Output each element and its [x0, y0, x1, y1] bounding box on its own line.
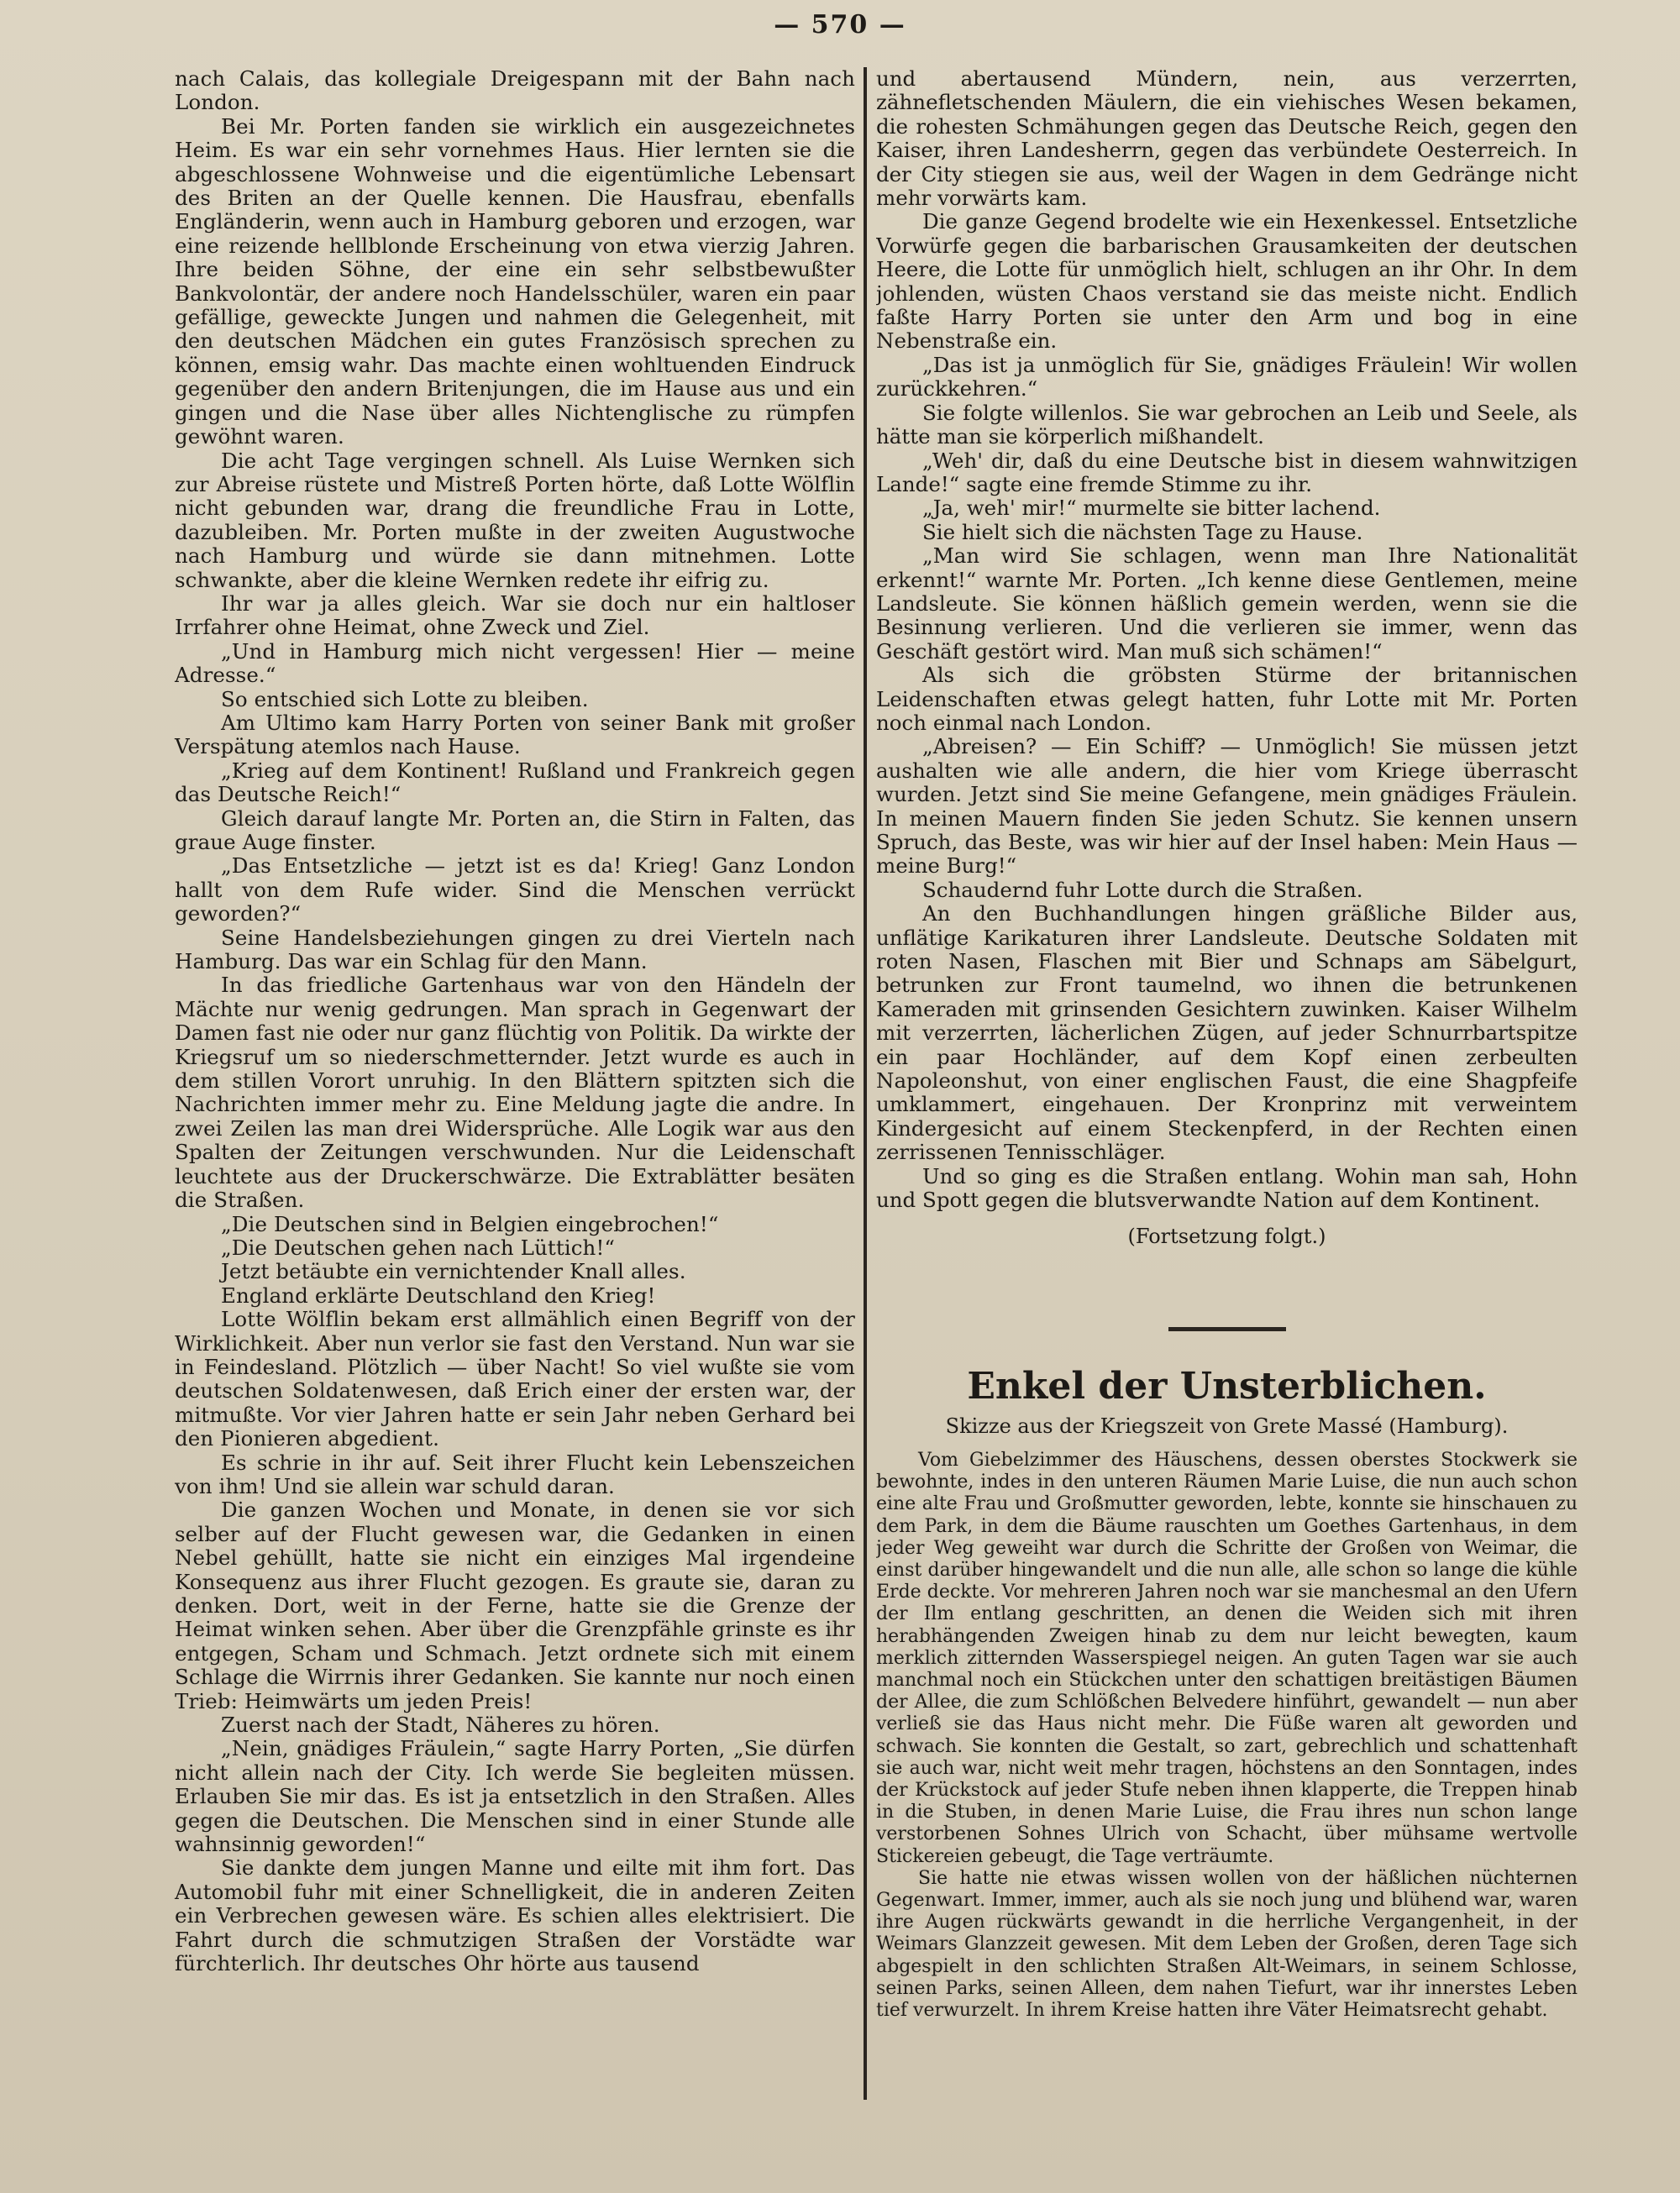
article-title: Enkel der Unsterblichen.	[967, 1365, 1487, 1408]
right-paragraph-12: An den Buchhandlungen hingen gräßliche Bilder aus, unflätige Karikaturen ihrer Landsleute. Deutsche Soldaten mit roten Nasen, Flaschen mit Bier und Schnaps am Säbelgurt, betrunken zur Front taumelnd, wo ihnen die betrunkenen Kameraden mit grinsenden Gesichtern zuwinken. Kaiser Wilhelm mit verzerrten, lächerlichen Zügen, auf jeder Schnurrbartspitze ein paar Hochländer, auf dem Kopf einen zerbeulten Napoleonshut, von einer englischen Faust, die eine Shagpfeife umklammert, eingehauen. Der Kronprinz mit verweintem Kindergesicht auf einem Steckenpferd, in der Rechten einen zerrissenen Tennisschläger.	[876, 901, 1578, 1165]
left-paragraph-21: „Nein, gnädiges Fräulein,“ sagte Harry Porten, „Sie dürfen nicht allein nach der City. Ich werde Sie begleiten müssen. Erlauben Sie mir das. Es ist ja entsetzlich in den Straßen. Alles gegen die Deutschen. Die Menschen sind in einer Stunde alle wahnsinnig geworden!“	[175, 1736, 855, 1857]
right-paragraph-1: und abertausend Mündern, nein, aus verzerrten, zähnefletschenden Mäulern, die ein viehisches Wesen bekamen, die rohesten Schmähungen gegen das Deutsche Reich, gegen den Kaiser, ihren Landesherrn, gegen das verbündete Oesterreich. In der City stiegen sie aus, weil der Wagen in dem Gedränge nicht mehr vorwärts kam.	[876, 67, 1578, 211]
right-paragraph-8: „Man wird Sie schlagen, wenn man Ihre Nationalität erkennt!“ warnte Mr. Porten. „Ich kenne diese Gentlemen, meine Landsleute. Sie können häßlich gemein werden, wenn sie die Besinnung verlieren. Und die verlieren sie immer, wenn das Geschäft gestört wird. Man muß sich schämen!“	[876, 543, 1578, 664]
column-divider-rule	[864, 67, 867, 2100]
left-paragraph-12: In das friedliche Gartenhaus war von den Händeln der Mächte nur wenig gedrungen. Man sprach in Gegenwart der Damen fast nie oder nur ganz flüchtig von Politik. Da wirkte der Kriegsruf um so niederschmetternder. Jetzt wurde es auch in dem stillen Vorort unruhig. In den Blättern spitzten sich die Nachrichten immer mehr zu. Eine Meldung jagte die andre. In zwei Zeilen las man drei Widersprüche. Alle Logik war aus den Spalten der Zeitungen verschwunden. Nur die Leidenschaft leuchtete aus der Druckerschwärze. Die Extrablätter besäten die Straßen.	[175, 973, 855, 1213]
article-body	[876, 1450, 1578, 2130]
left-paragraph-4: Ihr war ja alles gleich. War sie doch nur ein haltloser Irrfahrer ohne Heimat, ohne Zweck und Ziel.	[175, 590, 855, 640]
left-paragraph-5: „Und in Hamburg mich nicht vergessen! Hier — meine Adresse.“	[175, 638, 855, 688]
left-paragraph-9: Gleich darauf langte Mr. Porten an, die Stirn in Falten, das graue Auge finster.	[175, 805, 855, 854]
right-paragraph-9: Als sich die gröbsten Stürme der britannischen Leidenschaften etwas gelegt hatten, fuhr Lotte mit Mr. Porten noch einmal nach London.	[876, 663, 1578, 735]
right-paragraph-2: Die ganze Gegend brodelte wie ein Hexenkessel. Entsetzliche Vorwürfe gegen die barbarischen Grausamkeiten der deutschen Heere, die Lotte für unmöglich hielt, schlugen an ihr Ohr. In dem johlenden, wüsten Chaos verstand sie das meiste nicht. Endlich faßte Harry Porten sie unter den Arm und bog in eine Nebenstraße ein.	[876, 209, 1578, 354]
right-paragraph-10: „Abreisen? — Ein Schiff? — Unmöglich! Sie müssen jetzt aushalten wie alle andern, die hier vom Kriege überrascht wurden. Jetzt sind Sie meine Gefangene, mein gnädiges Fräulein. In meinen Mauern finden Sie jeden Schutz. Sie kennen unsern Spruch, das Beste, was wir hier auf der Insel haben: Mein Haus — meine Burg!“	[876, 734, 1578, 879]
left-paragraph-8: „Krieg auf dem Kontinent! Rußland und Frankreich gegen das Deutsche Reich!“	[175, 758, 855, 807]
page-number: — 570 —	[774, 10, 906, 39]
sketch-paragraph-1: Vom Giebelzimmer des Häuschens, dessen oberstes Stockwerk sie bewohnte, indes in den unteren Räumen Marie Luise, die nun auch schon eine alte Frau und Großmutter geworden, lebte, konnte sie hinschauen zu dem Park, in dem die Bäume rauschten um Goethes Gartenhaus, in dem jeder Weg geweiht war durch die Schritte der Großen von Weimar, die einst darüber hingewandelt und die nun alle, alle schon so lange die kühle Erde deckte. Vor mehreren Jahren noch war sie manchesmal an den Ufern der Ilm entlang geschritten, an denen die Weiden sich mit ihren herabhängenden Zweigen hinab zu dem nur leicht bewegten, kaum merklich zitternden Wasserspiegel neigen. An guten Tagen war sie auch manchmal noch ein Stückchen unter den schattigen breitästigen Bäumen der Allee, die zum Schlößchen Belvedere hinführt, gewandelt — nun aber verließ sie das Haus nicht mehr. Die Füße waren alt geworden und schwach. Sie konnten die Gestalt, so zart, gebrechlich und schattenhaft sie auch war, nicht weit mehr tragen, höchstens an den Sonntagen, indes der Krückstock auf jeder Stufe neben ihnen klapperte, die Treppen hinab in die Stuben, in denen Marie Luise, die Frau ihres nun schon lange verstorbenen Sohnes Ulrich von Schacht, über mühsame wertvolle Stickereien gebeugt, die Tage verträumte.	[876, 1450, 1578, 1867]
right-paragraph-3: „Das ist ja unmöglich für Sie, gnädiges Fräulein! Wir wollen zurückkehren.“	[876, 352, 1578, 401]
left-paragraph-17: Lotte Wölflin bekam erst allmählich einen Begriff von der Wirklichkeit. Aber nun verlor sie fast den Verstand. Nun war sie in Feindesland. Plötzlich — über Nacht! So viel wußte sie vom deutschen Soldatenwesen, daß Erich einer der ersten war, der mitmußte. Vor vier Jahren hatte er sein Jahr neben Gerhard bei den Pionieren abgedient.	[175, 1307, 855, 1451]
left-paragraph-1: nach Calais, das kollegiale Dreigespann mit der Bahn nach London.	[175, 66, 855, 115]
right-column	[876, 67, 1578, 2130]
right-paragraph-6: „Ja, weh' mir!“ murmelte sie bitter lachend.	[922, 496, 1381, 521]
left-column	[175, 67, 855, 2100]
right-paragraph-5: „Weh' dir, daß du eine Deutsche bist in diesem wahnwitzigen Lande!“ sagte eine fremde Stimme zu ihr.	[876, 448, 1578, 496]
left-paragraph-15: Jetzt betäubte ein vernichtender Knall alles.	[221, 1259, 686, 1284]
continuation-note: (Fortsetzung folgt.)	[1127, 1224, 1326, 1248]
left-paragraph-10: „Das Entsetzliche — jetzt ist es da! Krieg! Ganz London hallt von dem Rufe wider. Sind die Menschen verrückt geworden?“	[175, 853, 855, 926]
right-paragraph-11: Schaudernd fuhr Lotte durch die Straßen.	[922, 877, 1363, 902]
right-paragraph-4: Sie folgte willenlos. Sie war gebrochen an Leib und Seele, als hätte man sie körperlich mißhandelt.	[876, 400, 1578, 449]
story-continuation	[876, 67, 1578, 1302]
left-paragraph-2: Bei Mr. Porten fanden sie wirklich ein ausgezeichnetes Heim. Es war ein sehr vornehmes Haus. Hier lernten sie die abgeschlossene Wohnweise und die eigentümliche Lebensart des Briten an der Quelle kennen. Die Hausfrau, ebenfalls Engländerin, wenn auch in Hamburg geboren und erzogen, war eine reizende hellblonde Erscheinung von etwa vierzig Jahren. Ihre beiden Söhne, der eine ein sehr selbstbewußter Bankvolontär, der andere noch Handelsschüler, waren ein paar gefällige, geweckte Jungen und nahmen die Gelegenheit, mit den deutschen Mädchen ein gutes Französisch sprechen zu können, emsig wahr. Das machte einen wohltuenden Eindruck gegenüber den andern Britenjungen, die im Hause aus und ein gingen und die Nase über alles Nichtenglische zu rümpfen gewöhnt waren.	[175, 113, 855, 449]
left-paragraph-18: Es schrie in ihr auf. Seit ihrer Flucht kein Lebenszeichen von ihm! Und sie allein war schuld daran.	[175, 1450, 855, 1498]
left-paragraph-16: England erklärte Deutschland den Krieg!	[221, 1283, 656, 1308]
left-paragraph-7: Am Ultimo kam Harry Porten von seiner Bank mit großer Verspätung atemlos nach Hause.	[175, 710, 855, 759]
left-paragraph-3: Die acht Tage vergingen schnell. Als Luise Wernken sich zur Abreise rüstete und Mistreß Porten hörte, daß Lotte Wölflin nicht gebunden war, drang die freundliche Frau in Lotte, dazubleiben. Mr. Porten mußte in der zweiten Augustwoche nach Hamburg und würde sie dann mitnehmen. Lotte schwankte, aber die kleine Wernken redete ihr eifrig zu.	[175, 448, 855, 592]
left-paragraph-11: Seine Handelsbeziehungen gingen zu drei Vierteln nach Hamburg. Das war ein Schlag für den Mann.	[175, 925, 855, 974]
right-paragraph-7: Sie hielt sich die nächsten Tage zu Hause.	[922, 519, 1363, 544]
sketch-paragraph-2: Sie hatte nie etwas wissen wollen von der häßlichen nüchternen Gegenwart. Immer, immer, auch als sie noch jung und blühend war, waren ihre Augen rückwärts gewandt in die herrliche Vergangenheit, in der Weimars Glanzzeit gewesen. Mit dem Leben der Großen, deren Tage sich abgespielt in den schlichten Straßen Alt-Weimars, in seinem Schlosse, seinen Parks, seinen Alleen, dem nahen Tiefurt, war ihr innerstes Leben tief verwurzelt. In ihrem Kreise hatten ihre Väter Heimatsrecht gehabt.	[876, 1867, 1578, 2022]
sketch-article	[876, 1365, 1578, 2130]
section-divider	[1168, 1327, 1286, 1331]
left-paragraph-14: „Die Deutschen gehen nach Lüttich!“	[221, 1235, 616, 1260]
left-paragraph-13: „Die Deutschen sind in Belgien eingebrochen!“	[221, 1211, 719, 1236]
left-paragraph-19: Die ganzen Wochen und Monate, in denen sie vor sich selber auf der Flucht gewesen war, die Gedanken in einen Nebel gehüllt, hatte sie nicht ein einziges Mal irgendeine Konsequenz aus ihrer Flucht gezogen. Es graute sie, daran zu denken. Dort, weit in der Ferne, hatte sie die Grenze der Heimat winken sehen. Aber über die Grenzpfähle grinste es ihr entgegen, Scham und Schmach. Jetzt ordnete sich mit einem Schlage die Wirrnis ihrer Gedanken. Sie kannte nur noch einen Trieb: Heimwärts um jeden Preis!	[175, 1498, 855, 1713]
article-subtitle: Skizze aus der Kriegszeit von Grete Massé (Hamburg).	[945, 1414, 1509, 1438]
left-paragraph-22: Sie dankte dem jungen Manne und eilte mit ihm fort. Das Automobil fuhr mit einer Schnelligkeit, die in anderen Zeiten ein Verbrechen gewesen wäre. Es schien alles elektrisiert. Die Fahrt durch die schmutzigen Straßen der Vorstädte war fürchterlich. Ihr deutsches Ohr hörte aus tausend	[175, 1855, 855, 1976]
left-paragraph-6: So entschied sich Lotte zu bleiben.	[221, 686, 589, 711]
left-paragraph-20: Zuerst nach der Stadt, Näheres zu hören.	[221, 1713, 660, 1738]
right-paragraph-13: Und so ging es die Straßen entlang. Wohin man sah, Hohn und Spott gegen die blutsverwandte Nation auf dem Kontinent.	[876, 1163, 1578, 1213]
